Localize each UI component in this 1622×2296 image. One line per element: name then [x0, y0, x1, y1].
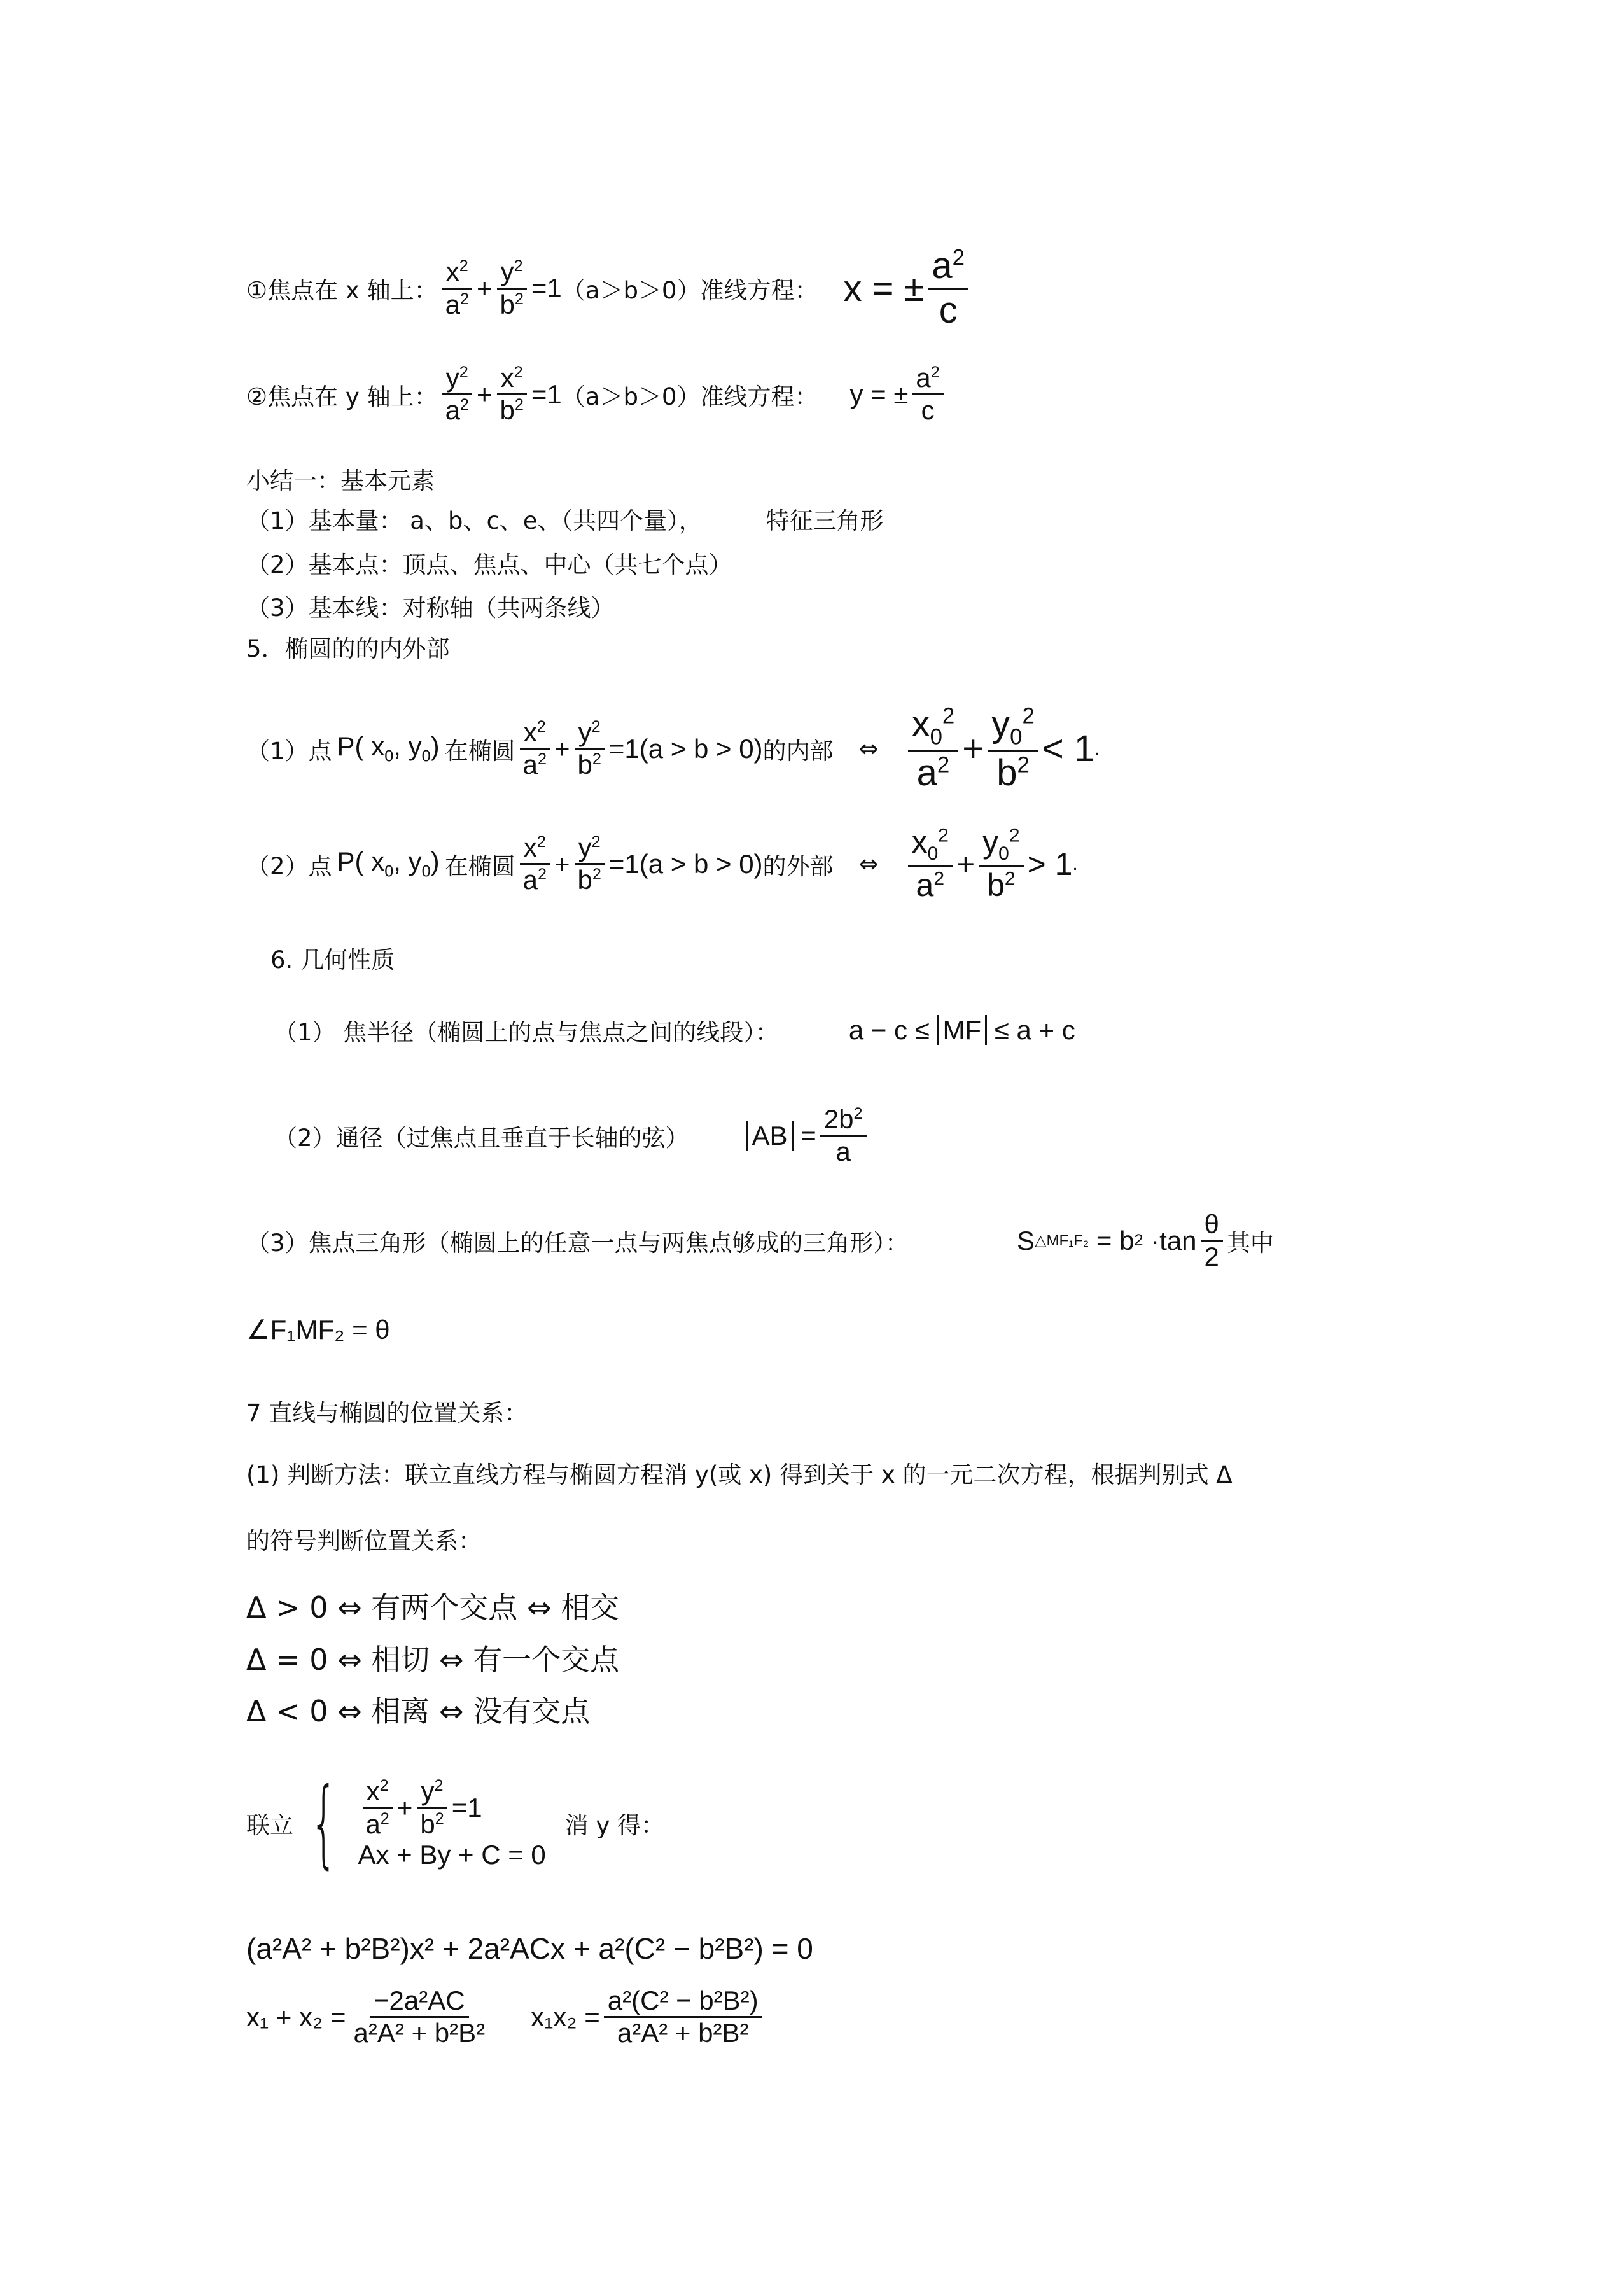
summary-item-2: （2）基本点：顶点、焦点、中心（共七个点） [246, 551, 732, 578]
angle-definition: ∠F₁MF₂ = θ [246, 1315, 390, 1345]
outer-point: （2）点 P( $x_0$, $y_0$) 在椭圆 $\frac{x^2}{a^2}$ + $\frac{y^2}{b^2}$ =1(a > b > 0) 的外部 ⇔ $\frac{x_0^2}{a^2}$ + $\frac{y_0^2}{b^2}$ > 1 . [246, 824, 1078, 903]
ellipse-equation: $\frac{y^2}{a^2}$ + $\frac{x^2}{b^2}$ =1 [438, 363, 562, 426]
section6-title: 6. 几何性质 [270, 946, 395, 974]
summary-title: 小结一：基本元素 [246, 467, 435, 494]
summary-item-1: （1）基本量： a、b、c、e、（共四个量）， 特征三角形 [246, 507, 884, 535]
ellipse-equation: $\frac{x^2}{a^2}$ + $\frac{y^2}{b^2}$ =1 [438, 256, 562, 320]
case-intersect: Δ > 0 ⇔ 有两个交点 ⇔ 相交 [246, 1590, 620, 1625]
ellipse-x-focus [246, 245, 972, 332]
brace: { [310, 1768, 338, 1879]
directrix: x = ± $\frac{a^2}{c}$ [843, 245, 972, 332]
system: 联立 { $\frac{x^2}{a^2}$ + $\frac{y^2}{b^2}$ =1 Ax + By + C = 0 消 y 得： [246, 1768, 665, 1879]
summary-item-3: （3）基本线：对称轴（共两条线） [246, 594, 615, 622]
directrix: y = ± $\frac{a^2}{c}$ [849, 363, 947, 426]
inner-point: （1）点 P( $x_0$, $y_0$) 在椭圆 $\frac{x^2}{a^2}$ + $\frac{y^2}{b^2}$ =1(a > b > 0) 的内部 ⇔ $\frac{x_0^2}{a^2}$ + $\frac{y_0^2}{b^2}$ < 1 . [246, 703, 1100, 794]
vieta-formulas: x₁ + x₂ = $\frac{\text{−2a²AC}}{\text{a²A² + b²B²}}$ x₁x₂ = $\frac{\text{a²(C² − b²B²)}}{\text{a²A² + b²B²}}$ [246, 1985, 766, 2049]
quadratic-equation: (a²A² + b²B²)x² + 2a²ACx + a²(C² − b²B²) = 0 [246, 1932, 813, 1965]
latus-rectum: （2）通径（过焦点且垂直于长轴的弦） AB = $\frac{2b^2}{a}$ [274, 1104, 870, 1168]
focal-radius: （1） 焦半径（椭圆上的点与焦点之间的线段）： a − c ≤ MF ≤ a + c [274, 1015, 1075, 1046]
section7-title: 7 直线与椭圆的位置关系： [246, 1399, 528, 1427]
label: ②焦点在 y 轴上： [246, 382, 438, 410]
section5-title: 5．椭圆的的内外部 [246, 635, 450, 662]
condition: （a＞b＞0）准线方程： [561, 277, 818, 305]
case-separate: Δ < 0 ⇔ 相离 ⇔ 没有交点 [246, 1694, 591, 1728]
label: ①焦点在 x 轴上： [246, 277, 438, 305]
case-tangent: Δ = 0 ⇔ 相切 ⇔ 有一个交点 [246, 1642, 620, 1677]
condition: （a＞b＞0）准线方程： [561, 382, 818, 410]
method: (1) 判断方法：联立直线方程与椭圆方程消 y(或 x) 得到关于 x 的一元二次方程，根据判别式 Δ [246, 1461, 1233, 1488]
method-continued: 的符号判断位置关系： [246, 1527, 482, 1555]
focal-triangle: （3）焦点三角形（椭圆上的任意一点与两焦点够成的三角形）： S △MF₁F₂ = b 2 ·tan $\frac{\theta}{2}$ 其中 [246, 1209, 1274, 1272]
ellipse-y-focus [246, 363, 947, 426]
